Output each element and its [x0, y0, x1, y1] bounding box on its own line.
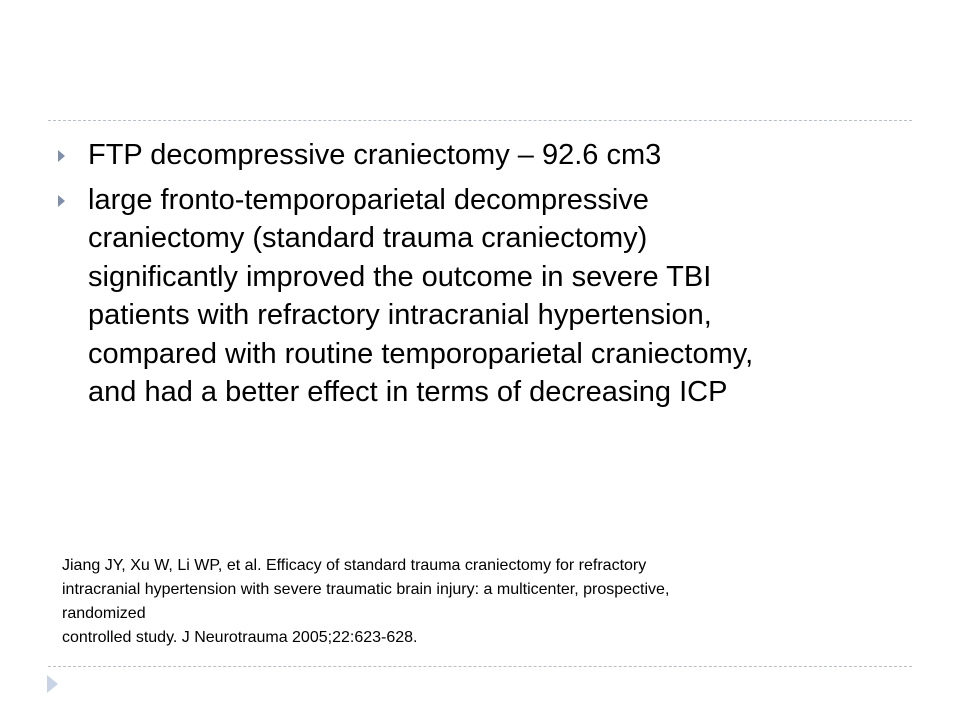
citation-line: controlled study. J Neurotrauma 2005;22:623-628.: [62, 629, 418, 646]
bullet-text-line: craniectomy (standard trauma craniectomy): [88, 222, 648, 254]
triangle-bullet-icon: [58, 195, 65, 207]
citation-line: intracranial hypertension with severe traumatic brain injury: a multicenter, prospective,: [62, 581, 670, 598]
citation-reference: [62, 554, 902, 650]
bullet-text-line: significantly improved the outcome in severe TBI: [88, 260, 712, 293]
bullet-text-line: compared with routine temporoparietal craniectomy,: [88, 337, 754, 370]
citation-line: randomized: [62, 605, 146, 622]
bullet-text-line: patients with refractory intracranial hypertension,: [88, 299, 712, 331]
bullet-text-line: and had a better effect in terms of decreasing ICP: [88, 376, 728, 408]
top-divider: [48, 120, 912, 121]
bullet-item: [58, 181, 908, 412]
bullet-text-line: FTP decompressive craniectomy – 92.6 cm3: [88, 139, 662, 171]
bullet-item: [58, 136, 908, 175]
bullet-text-line: large fronto-temporoparietal decompressive: [88, 183, 649, 216]
bullet-list: [58, 136, 908, 418]
bottom-divider: [48, 666, 912, 667]
citation-line: Jiang JY, Xu W, Li WP, et al. Efficacy of standard trauma craniectomy for refractory: [62, 557, 647, 574]
triangle-bullet-icon: [58, 150, 65, 162]
footer-triangle-icon: [47, 675, 58, 693]
